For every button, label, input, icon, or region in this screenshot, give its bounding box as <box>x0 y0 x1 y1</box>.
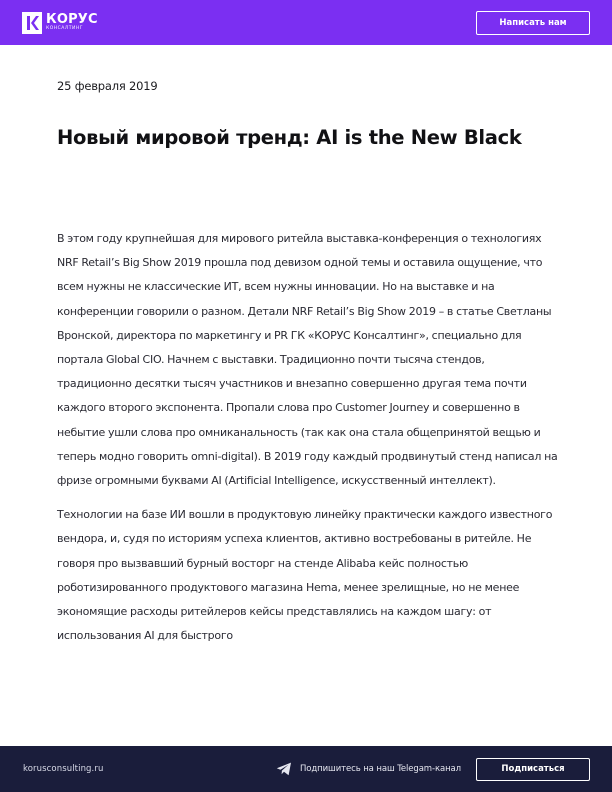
bottom-footer <box>0 746 612 792</box>
top-header <box>0 0 612 45</box>
logo-subtitle: КОНСАЛТИНГ <box>46 26 83 32</box>
telegram-icon <box>276 762 292 776</box>
telegram-text: Подпишитесь на наш Telegam-канал <box>300 764 461 774</box>
subscribe-button[interactable]: Подписаться <box>476 758 590 781</box>
logo-name: КОРУС <box>46 12 98 28</box>
article-paragraph: В этом году крупнейшая для мирового ритейла выставка-конференция о технологиях NRF Retail’s Big Show 2019 прошла под девизом одной темы и оставила ощущение, что всем нужны не классические ИТ, всем нужны инновации. Но на выставке и на конференции говорили о разном. Детали NRF Retail’s Big Show 2019 – в статье Светланы Вронской, директора по маркетингу и PR ГК «КОРУС Консалтинг», специально для портала Global CIO. Начнем с выставки. Традиционно почти тысяча стендов, традиционно десятки тысяч участников и внезапно совершенно другая тема почти каждого второго экспонента. Пропали слова про Customer Journey и совершенно в небытие ушли слова про омниканальность (так как она стала общепринятой вещью и теперь модно говорить omni-digital). В 2019 году каждый продвинутый стенд написал на фризе огромными буквами AI (Artificial Intelligence, искусственный интеллект). <box>57 232 558 488</box>
article-date: 25 февраля 2019 <box>57 79 158 93</box>
article-paragraph: Технологии на базе ИИ вошли в продуктовую линейку практически каждого известного вендора, и, судя по историям успеха клиентов, активно востребованы в ритейле. Не говоря про вызвавший бурный восторг на стенде Alibaba кейс полностью роботизированного продуктового магазина Hema, менее зрелищные, но не менее экономящие расходы ритейлеров кейсы представлялись на каждом шагу: от использования AI для быстрого <box>57 508 553 643</box>
site-link[interactable]: korusconsulting.ru <box>23 764 104 774</box>
korus-logo-icon <box>22 12 42 34</box>
telegram-subscribe <box>276 758 590 781</box>
korus-logo[interactable] <box>22 12 98 34</box>
contact-us-button[interactable]: Написать нам <box>476 11 590 35</box>
logo-text <box>46 13 98 32</box>
article-title: Новый мировой тренд: AI is the New Black <box>57 126 522 149</box>
article-body <box>57 227 559 658</box>
